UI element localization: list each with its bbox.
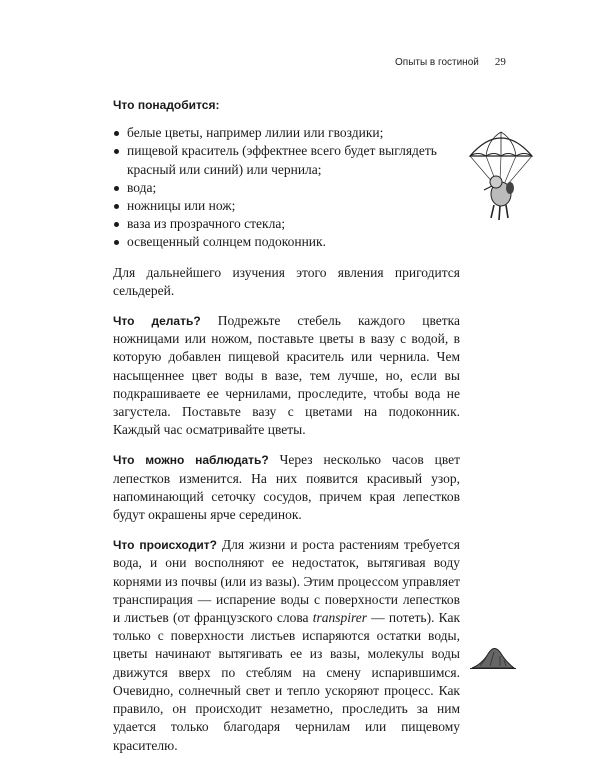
materials-list	[113, 124, 460, 251]
list-item: ножницы или нож;	[113, 197, 460, 215]
list-item: пищевой краситель (эффектнее всего будет выглядеть красный или синий) или чернила;	[113, 142, 460, 178]
list-item: вода;	[113, 179, 460, 197]
explain-paragraph	[113, 536, 460, 754]
explain-text-2: — потеть). Как только с поверхности листьев испаряются остатки воды, цветы начинают вытягивать ее из вазы, молекулы воды движутся вверх по стеблям на смену испарившимся. Очевидно, солнечный свет и тепло ускоряют процесс. Как правило, он происходит незаметно, проследить за ним удается только благодаря чернилам или пищевому красителю.	[113, 610, 461, 753]
observe-lead: Что можно наблюдать?	[113, 453, 269, 468]
observe-text: Через несколько часов цвет лепестков изменится. На них появится красивый узор, напоминающий сеточку сосудов, причем края лепестков будут окрашены ярче серединок.	[113, 452, 461, 523]
page-body	[113, 96, 460, 767]
what-to-do-paragraph	[113, 312, 460, 439]
running-header	[395, 56, 506, 68]
parachute-animal-illustration	[466, 126, 536, 226]
what-to-do-text: Подрежьте стебель каждого цветка ножницами или ножом, поставьте цветы в вазу с водой, в которую добавлен пищевой краситель или чернила. Чем насыщеннее цвет воды в вазе, тем лучше, но, если вы подкрашиваете ее чернилами, проследите, чтобы вода не загустела. Поставьте вазу с цветами на подоконник. Каждый час осматривайте цветы.	[113, 313, 461, 438]
page-number: 29	[494, 56, 506, 68]
explain-text-1: Для жизни и роста растениям требуется вода, и они восполняют ее недостаток, вытягивая воду корнями из почвы (или из вазы). Этим процессом управляет транспирация — испарение воды с поверхности лепестков и листьев (от французского слова	[113, 537, 461, 626]
mound-illustration	[470, 642, 516, 670]
explain-lead: Что происходит?	[113, 538, 217, 553]
celery-note: Для дальнейшего изучения этого явления пригодится сельдерей.	[113, 264, 460, 298]
list-item: ваза из прозрачного стекла;	[113, 215, 460, 233]
materials-heading: Что понадобится:	[113, 98, 220, 112]
chapter-title: Опыты в гостиной	[395, 57, 479, 68]
list-item: белые цветы, например лилии или гвоздики;	[113, 124, 460, 142]
what-to-do-lead: Что делать?	[113, 314, 201, 329]
observe-paragraph	[113, 451, 460, 524]
list-item: освещенный солнцем подоконник.	[113, 233, 460, 251]
italic-word: transpirer	[312, 610, 367, 626]
